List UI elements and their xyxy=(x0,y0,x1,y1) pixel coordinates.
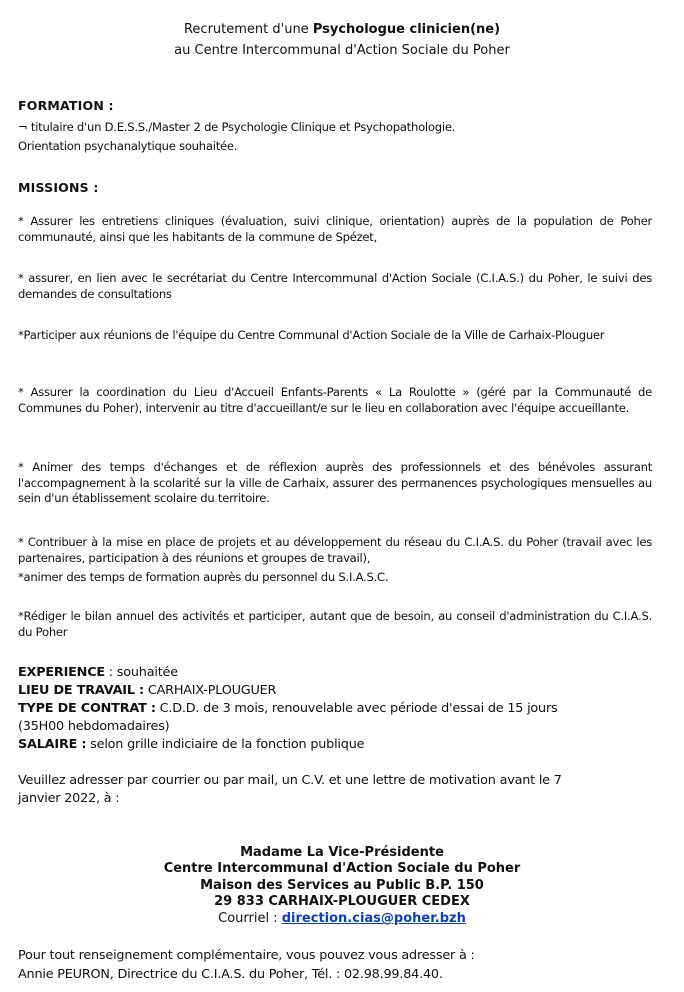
experience-line xyxy=(18,664,658,682)
application-line-2: janvier 2022, à : xyxy=(18,791,120,806)
lieu-value: CARHAIX-PLOUGUER xyxy=(143,683,277,698)
experience-value: : souhaitée xyxy=(104,665,178,680)
mission-item: * Animer des temps d'échanges et de réflexion auprès des professionnels et des bénévoles assurant l'accompagnement à la scolarité sur la ville de Carhaix, assurer des permanences psychologiques mensuelles au sein d'un établissement scolaire du territoire. xyxy=(18,460,652,505)
contrat-value: C.D.D. de 3 mois, renouvelable avec période d'essai de 15 jours xyxy=(155,701,558,716)
contrat-label: TYPE DE CONTRAT : xyxy=(18,701,156,716)
experience-label: EXPERIENCE xyxy=(18,665,105,680)
contrat-line xyxy=(18,700,658,718)
mission-item: *Rédiger le bilan annuel des activités et participer, autant que de besoin, au conseil d'administration du C.I.A.S. du Poher xyxy=(18,609,652,639)
address-organization: Centre Intercommunal d'Action Sociale du Poher xyxy=(163,861,521,876)
posting-subtitle: au Centre Intercommunal d'Action Sociale du Poher xyxy=(174,43,510,58)
mission-item: * Assurer la coordination du Lieu d'Accueil Enfants-Parents « La Roulotte » (géré par la Communauté de Communes du Poher), intervenir au titre d'accueillant/e sur le lieu en collaboration avec l'équipe accueillante. xyxy=(18,385,652,415)
salaire-value: selon grille indiciaire de la fonction publique xyxy=(86,737,365,752)
formation-line-1: ¬ titulaire d'un D.E.S.S./Master 2 de Psychologie Clinique et Psychopathologie. xyxy=(18,120,456,134)
mission-item: *animer des temps de formation auprès du personnel du S.I.A.S.C. xyxy=(18,570,389,584)
title-prefix: Recrutement d'une xyxy=(183,22,313,37)
contact-line-1: Pour tout renseignement complémentaire, vous pouvez vous adresser à : xyxy=(18,948,475,963)
contact-line-2: Annie PEURON, Directrice du C.I.A.S. du Poher, Tél. : 02.98.99.84.40. xyxy=(18,967,443,982)
lieu-line xyxy=(18,682,658,700)
missions-heading: MISSIONS : xyxy=(18,180,99,195)
address-recipient: Madame La Vice-Présidente xyxy=(240,845,444,860)
address-building: Maison des Services au Public B.P. 150 xyxy=(200,878,484,893)
mission-item: *Participer aux réunions de l'équipe du Centre Communal d'Action Sociale de la Ville de Carhaix-Plouguer xyxy=(18,328,605,342)
address-city: 29 833 CARHAIX-PLOUGUER CEDEX xyxy=(214,894,470,909)
posting-title xyxy=(0,20,684,40)
formation-heading: FORMATION : xyxy=(18,98,114,113)
application-line-1: Veuillez adresser par courrier ou par mail, un C.V. et une lettre de motivation avant le 7 xyxy=(18,773,562,788)
mission-item: * assurer, en lien avec le secrétariat du Centre Intercommunal d'Action Sociale (C.I.A.S.) du Poher, le suivi des demandes de consultations xyxy=(18,271,652,301)
address-email-line xyxy=(0,911,684,927)
salaire-line xyxy=(18,736,658,754)
lieu-label: LIEU DE TRAVAIL : xyxy=(18,683,144,698)
title-job: Psychologue clinicien(ne) xyxy=(312,22,501,37)
mission-item: * Assurer les entretiens cliniques (évaluation, suivi clinique, orientation) auprès de la population de Poher communauté, ainsi que les habitants de la commune de Spézet, xyxy=(18,214,652,244)
contrat-line-2: (35H00 hebdomadaires) xyxy=(18,719,170,734)
courriel-label: Courriel : xyxy=(218,911,282,926)
email-link[interactable]: direction.cias@poher.bzh xyxy=(281,911,466,926)
mission-item: * Contribuer à la mise en place de projets et au développement du réseau du C.I.A.S. du Poher (travail avec les partenaires, participation à des réunions et groupes de travail), xyxy=(18,535,652,565)
salaire-label: SALAIRE : xyxy=(18,737,87,752)
formation-line-2: Orientation psychanalytique souhaitée. xyxy=(18,139,238,153)
